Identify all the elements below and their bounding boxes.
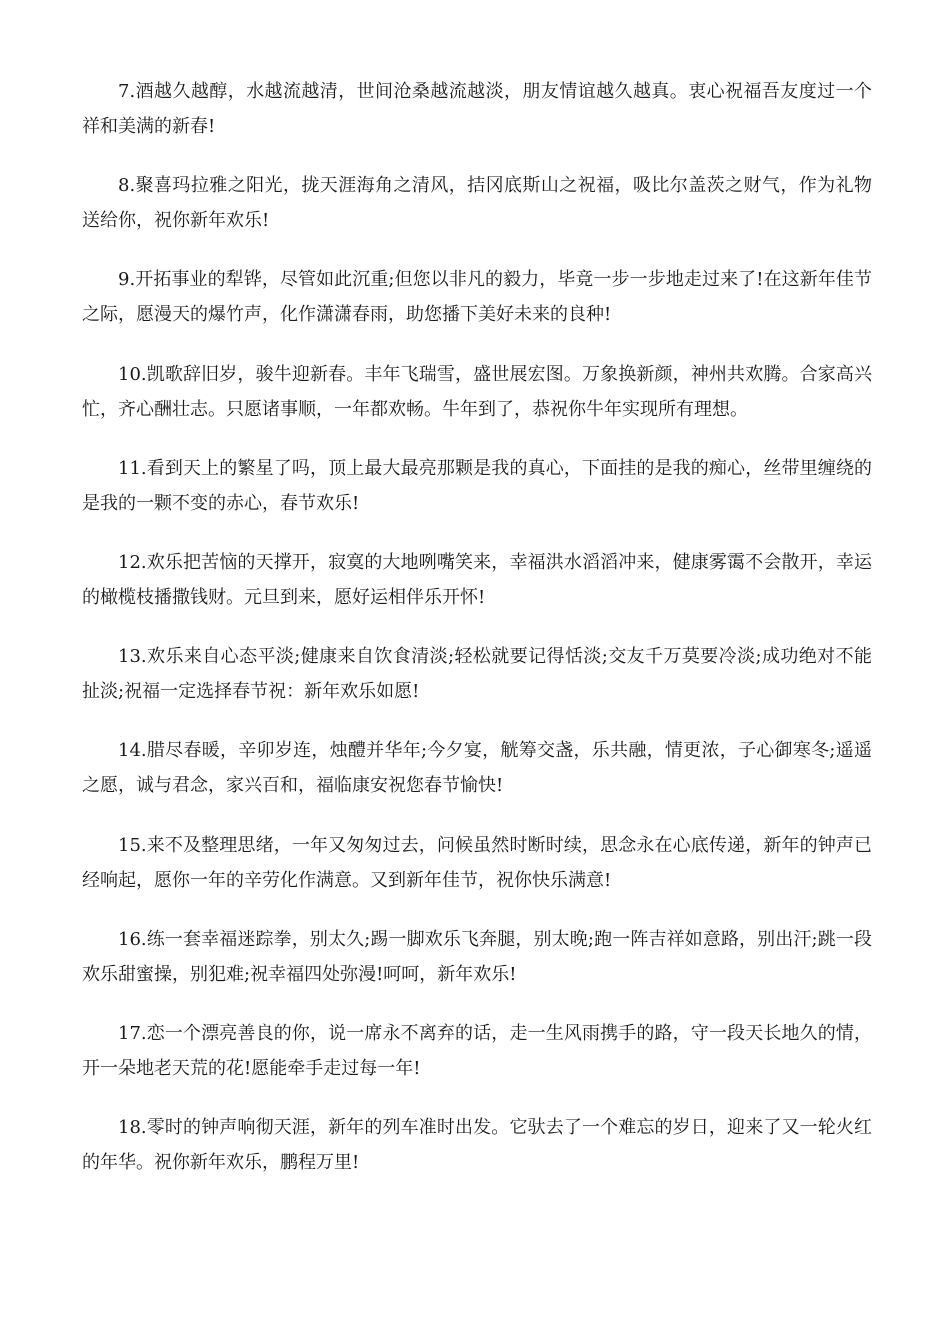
paragraph-17: 17.恋一个漂亮善良的你，说一席永不离弃的话，走一生风雨携手的路，守一段天长地久的情，开一朵地老天荒的花!愿能牵手走过每一年! [82,1022,872,1079]
paragraph-11: 11.看到天上的繁星了吗，顶上最大最亮那颗是我的真心，下面挂的是我的痴心，丝带里缠绕的是我的一颗不变的赤心，春节欢乐! [82,457,872,514]
paragraph-13: 13.欢乐来自心态平淡;健康来自饮食清淡;轻松就要记得恬淡;交友千万莫要冷淡;成功绝对不能扯淡;祝福一定选择春节祝：新年欢乐如愿! [82,646,872,703]
paragraph-9: 9.开拓事业的犁铧，尽管如此沉重;但您以非凡的毅力，毕竟一步一步地走过来了!在这新年佳节之际，愿漫天的爆竹声，化作潇潇春雨，助您播下美好未来的良种! [82,269,872,326]
paragraph-8: 8.聚喜玛拉雅之阳光，拢天涯海角之清风，拮冈底斯山之祝福，吸比尔盖茨之财气，作为礼物送给你，祝你新年欢乐! [82,175,872,232]
paragraph-16: 16.练一套幸福迷踪拳，别太久;踢一脚欢乐飞奔腿，别太晚;跑一阵吉祥如意路，别出汗;跳一段欢乐甜蜜操，别犯难;祝幸福四处弥漫!呵呵，新年欢乐! [82,928,872,985]
paragraph-18: 18.零时的钟声响彻天涯，新年的列车准时出发。它驮去了一个难忘的岁日，迎来了又一轮火红的年华。祝你新年欢乐，鹏程万里! [82,1117,872,1174]
paragraph-14: 14.腊尽春暖，辛卯岁连，烛醴并华年;今夕宴，觥筹交盏，乐共融，情更浓，子心御寒冬;遥遥之愿，诚与君念，家兴百和，福临康安祝您春节愉快! [82,740,872,797]
paragraph-10: 10.凯歌辞旧岁，骏牛迎新春。丰年飞瑞雪，盛世展宏图。万象换新颜，神州共欢腾。合家高兴忙，齐心酬壮志。只愿诸事顺，一年都欢畅。牛年到了，恭祝你牛年实现所有理想。 [82,363,872,420]
paragraph-15: 15.来不及整理思绪，一年又匆匆过去，问候虽然时断时续，思念永在心底传递，新年的钟声已经响起，愿你一年的辛劳化作满意。又到新年佳节，祝你快乐满意! [82,834,872,891]
document-body [82,74,872,1204]
paragraph-7: 7.酒越久越醇，水越流越清，世间沧桑越流越淡，朋友情谊越久越真。衷心祝福吾友度过一个祥和美满的新春! [82,81,872,137]
paragraph-12: 12.欢乐把苦恼的天撑开，寂寞的大地咧嘴笑来，幸福洪水滔滔冲来，健康雾霭不会散开，幸运的橄榄枝播撒钱财。元旦到来，愿好运相伴乐开怀! [82,551,872,608]
